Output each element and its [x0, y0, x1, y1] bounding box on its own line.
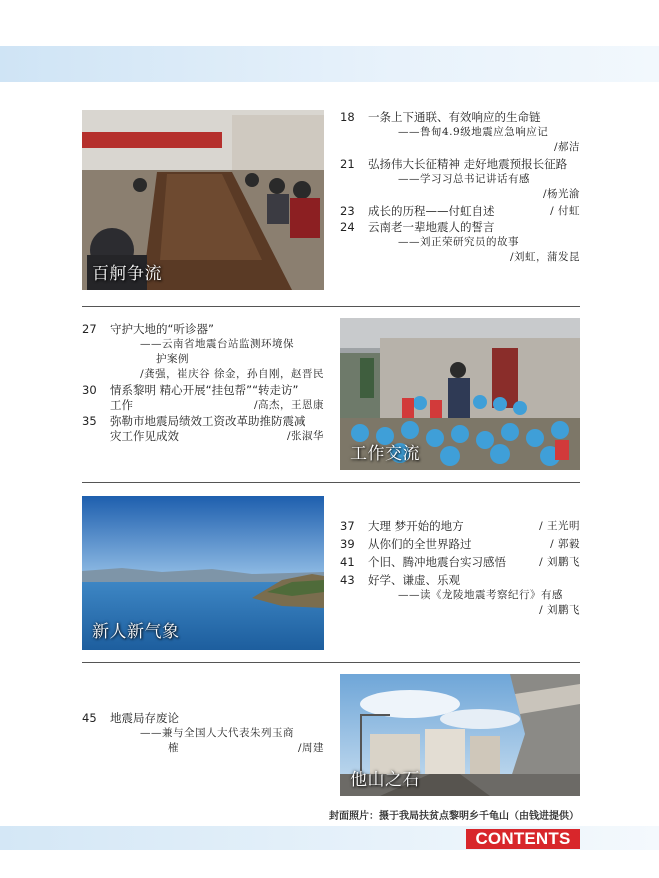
article-title: 个旧、腾冲地震台实习感悟	[368, 555, 506, 569]
section-divider	[82, 306, 580, 307]
section-label: 新人新气象	[92, 622, 180, 642]
toc-entry[interactable]	[340, 519, 580, 534]
article-title-cont: 工作	[110, 398, 133, 412]
page-number: 27	[82, 322, 97, 336]
toc-entry[interactable]	[340, 555, 580, 570]
toc-entry[interactable]	[340, 537, 580, 552]
article-author: / 刘鹏飞	[539, 556, 580, 568]
toc-entry[interactable]	[340, 110, 580, 155]
article-author: / 刘鹏飞	[539, 604, 580, 616]
page-number: 18	[340, 110, 355, 124]
toc-entry[interactable]	[82, 383, 324, 413]
article-author: /周建	[297, 742, 324, 754]
page-number: 45	[82, 711, 97, 725]
section-label: 他山之石	[350, 770, 420, 790]
article-subtitle: ——学习习总书记讲话有感	[398, 173, 530, 185]
article-title-cont: 灾工作见成效	[110, 429, 179, 443]
toc-block-2	[82, 322, 324, 444]
toc-entry[interactable]	[340, 157, 580, 202]
toc-entry[interactable]	[340, 204, 580, 219]
article-title: 大理 梦开始的地方	[368, 519, 464, 533]
article-subtitle-cont: 护案例	[156, 353, 189, 365]
article-author: /龚强，崔庆谷 徐金，孙自刚，赵晋民	[140, 368, 324, 380]
article-subtitle: ——兼与全国人大代表朱列玉商	[140, 727, 294, 739]
article-author: /刘虹，蒲发昆	[509, 251, 580, 263]
page-number: 37	[340, 519, 355, 533]
article-author: / 郭毅	[550, 538, 580, 550]
article-title: 弥勒市地震局绩效工资改革助推防震减	[110, 414, 306, 428]
article-title: 成长的历程——付虹自述	[368, 204, 495, 218]
page-number: 21	[340, 157, 355, 171]
article-author: / 王光明	[539, 520, 580, 532]
page-number: 23	[340, 204, 355, 218]
article-title: 地震局存废论	[110, 711, 179, 725]
toc-entry[interactable]	[340, 573, 580, 618]
street-photo	[340, 674, 580, 796]
article-author: /郝洁	[553, 141, 580, 153]
article-title: 守护大地的“听诊器”	[110, 322, 214, 336]
toc-entry[interactable]	[82, 322, 324, 382]
article-author: / 付虹	[550, 205, 580, 217]
page-number: 43	[340, 573, 355, 587]
students-photo	[340, 318, 580, 470]
cover-photo-caption: 封面照片：摄于我局扶贫点黎明乡千龟山（由钱进提供）	[329, 811, 579, 822]
article-title: 弘扬伟大长征精神 走好地震预报长征路	[368, 157, 568, 171]
top-banner	[0, 46, 659, 82]
article-author: /高杰，王恩康	[253, 399, 324, 411]
page-number: 30	[82, 383, 97, 397]
page-number: 24	[340, 220, 355, 234]
section-label: 工作交流	[350, 444, 420, 464]
page-number: 39	[340, 537, 355, 551]
article-title: 从你们的全世界路过	[368, 537, 472, 551]
contents-badge: CONTENTS	[466, 829, 580, 849]
section-label: 百舸争流	[92, 264, 162, 284]
toc-entry[interactable]	[340, 220, 580, 265]
section-divider	[82, 482, 580, 483]
article-author: /张淑华	[286, 430, 324, 442]
toc-entry[interactable]	[82, 711, 324, 756]
meeting-photo	[82, 110, 324, 290]
article-subtitle: ——鲁甸4.9级地震应急响应记	[398, 126, 549, 138]
toc-block-3	[340, 519, 580, 618]
article-subtitle: ——刘正荣研究员的故事	[398, 236, 519, 248]
page-number: 41	[340, 555, 355, 569]
article-subtitle-cont: 榷	[168, 742, 179, 754]
toc-block-1	[340, 110, 580, 265]
article-title: 云南老一辈地震人的誓言	[368, 220, 495, 234]
toc-entry[interactable]	[82, 414, 324, 444]
lake-photo	[82, 496, 324, 650]
article-subtitle: ——云南省地震台站监测环境保	[140, 338, 294, 350]
page-number: 35	[82, 414, 97, 428]
article-title: 情系黎明 精心开展“挂包帮”“转走访”	[110, 383, 299, 397]
toc-block-4	[82, 711, 324, 756]
article-author: /杨光渝	[542, 188, 580, 200]
article-title: 好学、谦虚、乐观	[368, 573, 460, 587]
section-divider	[82, 662, 580, 663]
article-title: 一条上下通联、有效响应的生命链	[368, 110, 541, 124]
article-subtitle: ——读《龙陵地震考察纪行》有感	[398, 589, 563, 601]
